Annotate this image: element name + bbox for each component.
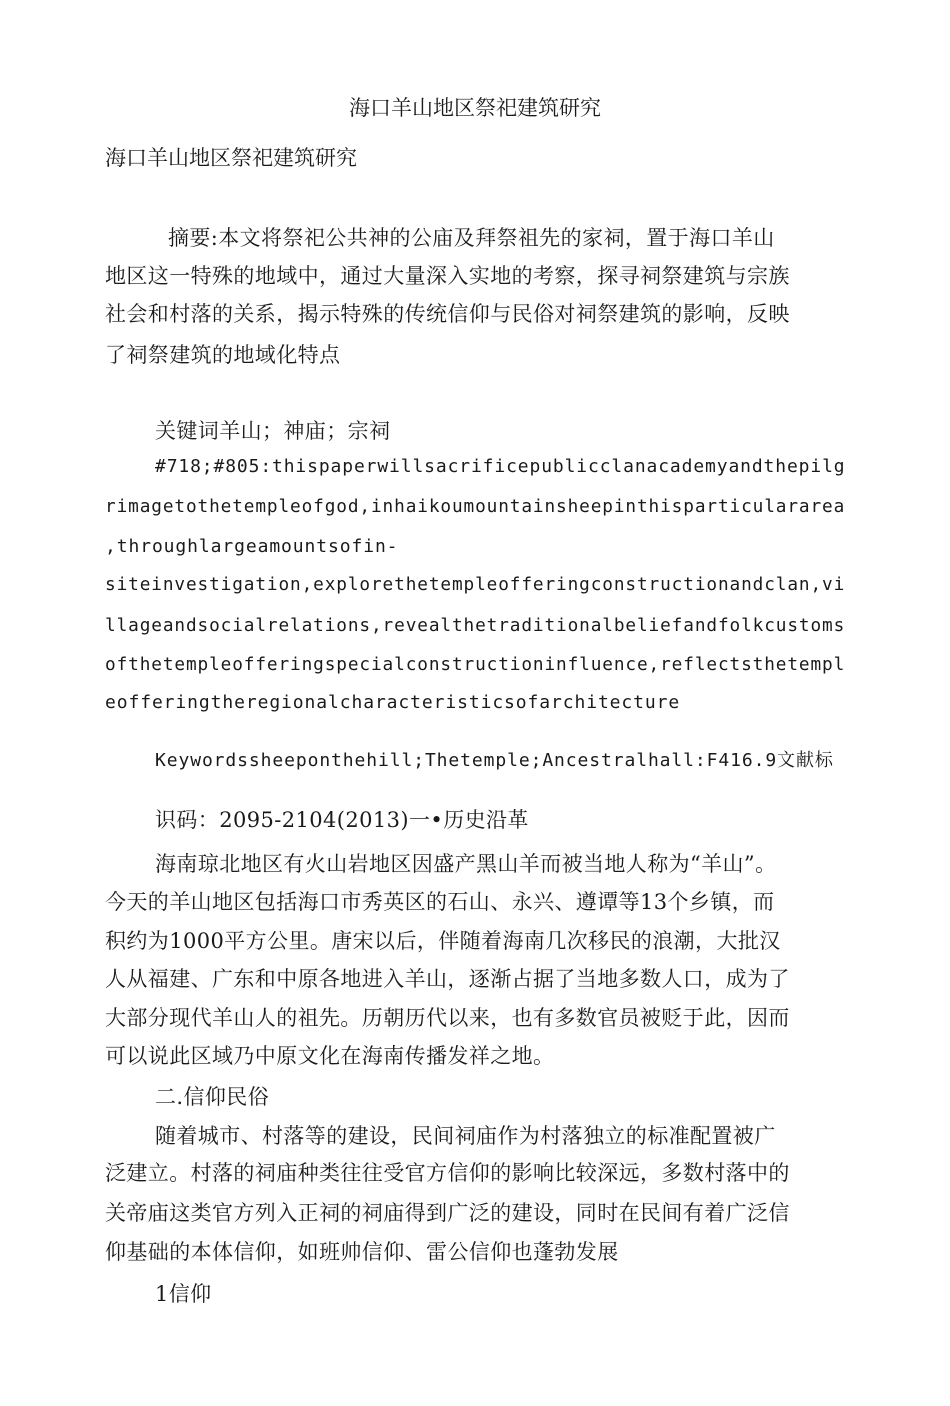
doc-code: 识码：2095-2104(2013)一•历史沿革	[155, 808, 529, 832]
abstract-en-line: eofferingtheregionalcharacteristicsofarchitecture	[105, 692, 681, 713]
abstract-en-line: llageandsocialrelations,revealthetraditionalbeliefandfolkcustoms	[105, 615, 846, 636]
keywords-cn: 关键词羊山；神庙；宗祠	[155, 419, 391, 443]
abstract-en-line: #718;#805:thispaperwillsacrificepublicclanacademyandthepilg	[155, 456, 846, 477]
page-subtitle: 海口羊山地区祭祀建筑研究	[105, 146, 357, 170]
body-line: 今天的羊山地区包括海口市秀英区的石山、永兴、遵谭等13个乡镇，而	[105, 890, 775, 914]
abstract-en-line: siteinvestigation,explorethetempleofferingconstructionandclan,vi	[105, 574, 846, 595]
keywords-en: Keywordssheeponthehill;Thetemple;Ancestralhall:F416.9文献标	[155, 750, 834, 771]
body-line: 可以说此区域乃中原文化在海南传播发祥之地。	[105, 1044, 555, 1068]
section-heading: 二.信仰民俗	[155, 1085, 270, 1109]
body-line: 泛建立。村落的祠庙种类往往受官方信仰的影响比较深远，多数村落中的	[105, 1161, 790, 1185]
body-line: 关帝庙这类官方列入正祠的祠庙得到广泛的建设，同时在民间有着广泛信	[105, 1201, 790, 1225]
abstract-line: 了祠祭建筑的地域化特点	[105, 343, 341, 367]
abstract-line: 摘要:本文将祭祀公共神的公庙及拜祭祖先的家祠，置于海口羊山	[168, 226, 775, 250]
abstract-line: 社会和村落的关系，揭示特殊的传统信仰与民俗对祠祭建筑的影响，反映	[105, 302, 790, 326]
abstract-line: 地区这一特殊的地域中，通过大量深入实地的考察，探寻祠祭建筑与宗族	[105, 264, 790, 288]
abstract-en-line: ,throughlargeamountsofin-	[105, 536, 399, 557]
body-line: 海南琼北地区有火山岩地区因盛产黑山羊而被当地人称为“羊山”。	[155, 852, 777, 876]
body-line: 大部分现代羊山人的祖先。历朝历代以来，也有多数官员被贬于此，因而	[105, 1006, 790, 1030]
body-line: 人从福建、广东和中原各地进入羊山，逐渐占据了当地多数人口，成为了	[105, 967, 790, 991]
page-title: 海口羊山地区祭祀建筑研究	[349, 96, 601, 120]
abstract-en-line: rimagetothetempleofgod,inhaikoumountainsheepinthisparticulararea	[105, 496, 846, 517]
body-line: 积约为1000平方公里。唐宋以后，伴随着海南几次移民的浪潮，大批汉	[105, 929, 781, 953]
subsection-heading: 1信仰	[155, 1282, 212, 1306]
body-line: 仰基础的本体信仰，如班帅信仰、雷公信仰也蓬勃发展	[105, 1240, 619, 1264]
body-line: 随着城市、村落等的建设，民间祠庙作为村落独立的标准配置被广	[155, 1124, 776, 1148]
abstract-en-line: ofthetempleofferingspecialconstructioninfluence,reflectsthetempl	[105, 654, 846, 675]
